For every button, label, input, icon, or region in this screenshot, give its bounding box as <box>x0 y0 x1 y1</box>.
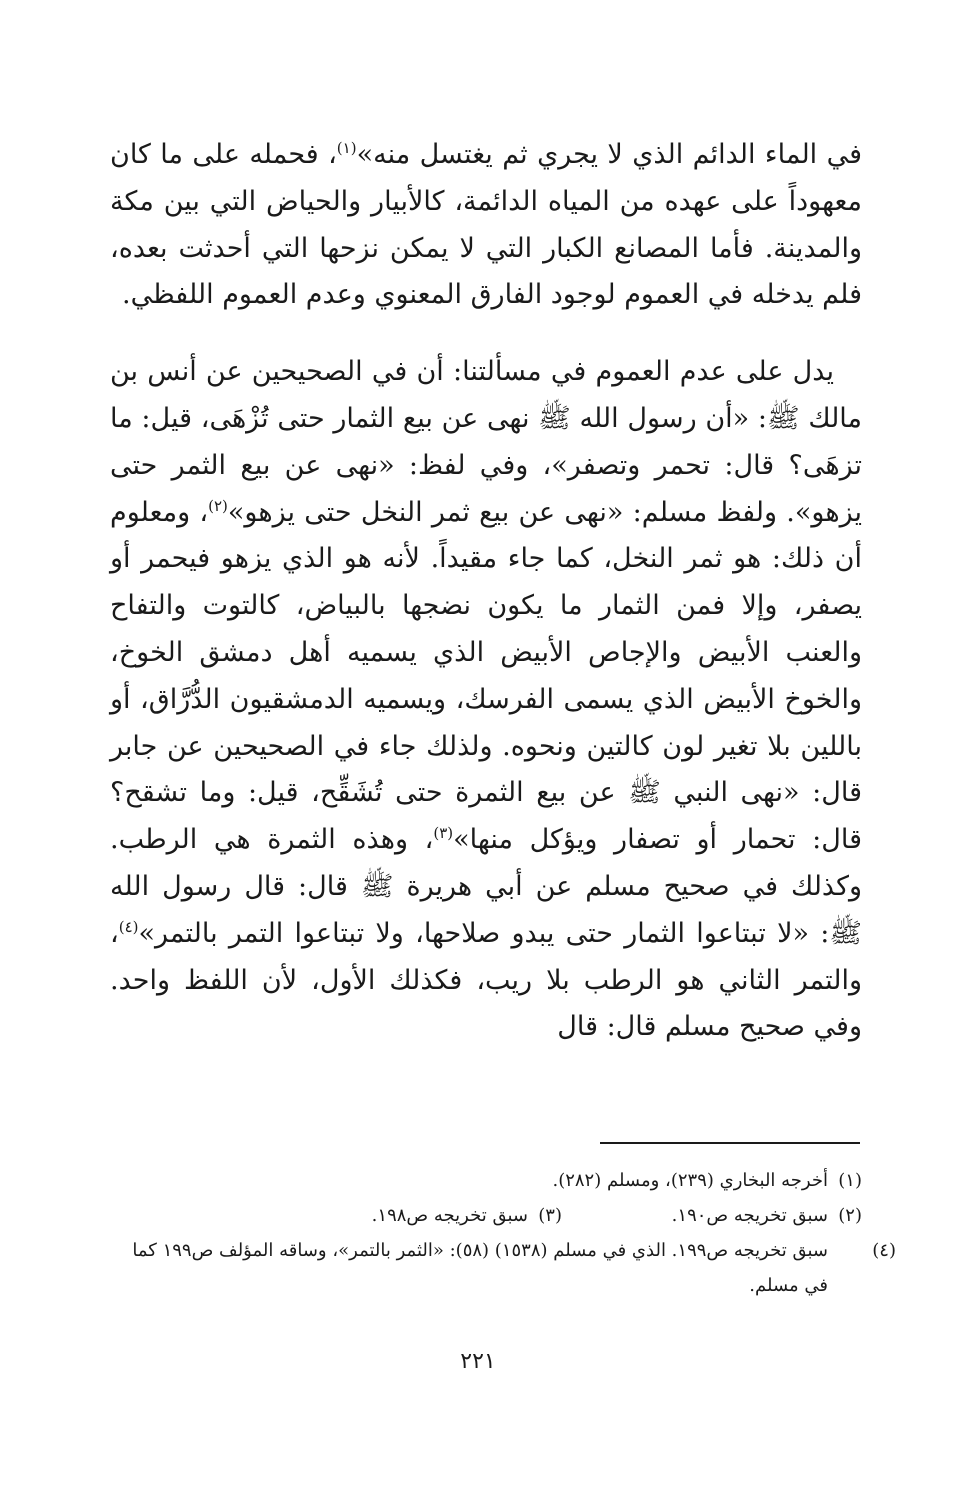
footnote-2 <box>562 1198 862 1233</box>
footnote-1-text: أخرجه البخاري (٢٣٩)، ومسلم (٢٨٢). <box>552 1170 828 1191</box>
footnote-1-number: (١) <box>838 1170 862 1191</box>
paragraph-1-part-b: ، فحمله على ما كان معهوداً على عهده من المياه الدائمة، كالأبيار والحياض التي بين مكة والمدينة. فأما المصانع الكبار التي لا يمكن نزحها التي أحدثت بعده، فلم يدخله في العموم لوجود الفارق المعنوي وعدم العموم اللفظي. <box>110 139 862 311</box>
footnote-4 <box>110 1233 896 1303</box>
footnote-4-number: (٤) <box>872 1240 896 1261</box>
footnotes <box>110 1163 896 1303</box>
footnote-row-2-3 <box>110 1198 862 1233</box>
footnote-3-text: سبق تخريجه ص١٩٨. <box>371 1205 528 1226</box>
footnote-2-text: سبق تخريجه ص١٩٠. <box>671 1205 828 1226</box>
footnote-2-number: (٢) <box>838 1205 862 1226</box>
paragraph-2-part-d: ، والتمر الثاني هو الرطب بلا ريب، فكذلك الأول، لأن اللفظ واحد. وفي صحيح مسلم قال: قال <box>110 917 862 1043</box>
paragraph-2 <box>110 349 862 1051</box>
footnote-3-number: (٣) <box>538 1205 562 1226</box>
footnote-4-text: سبق تخريجه ص١٩٩. الذي في مسلم (١٥٣٨) (٥٨): «الثمر بالتمر»، وساقه المؤلف ص١٩٩ كما في مسلم. <box>132 1240 828 1296</box>
footnote-ref-2: (٢) <box>208 496 228 515</box>
paragraph-2-part-c: ، وهذه الثمرة هي الرطب. وكذلك في صحيح مسلم عن أبي هريرة ﷺ قال: قال رسول الله ﷺ: «لا تبتاعوا الثمار حتى يبدو صلاحها، ولا تبتاعوا التمر بالتمر» <box>110 824 862 949</box>
paragraph-2-part-b: ، ومعلوم أن ذلك: هو ثمر النخل، كما جاء مقيداً. لأنه هو الذي يزهو فيحمر أو يصفر، وإلا فمن الثمار ما يكون نضجها بالبياض، كالتوت والتفاح والعنب الأبيض والإجاص الأبيض الذي يسميه أهل دمشق الخوخ، والخوخ الأبيض الذي يسمى الفرسك، ويسميه الدمشقيون الدُّرَّاق، أو باللين بلا تغير لون كالتين ونحوه. ولذلك جاء في الصحيحين عن جابر قال: «نهى النبي ﷺ عن بيع الثمرة حتى تُشَقِّح، قيل: وما تشقح؟ قال: تحمار أو تصفار ويؤكل منها» <box>110 496 863 856</box>
paragraph-1 <box>110 132 862 319</box>
footnote-separator <box>600 1142 860 1144</box>
footnote-ref-1: (١) <box>336 139 357 157</box>
paragraph-1-part-a: في الماء الدائم الذي لا يجري ثم يغتسل منه» <box>356 139 862 170</box>
main-text <box>110 132 862 1051</box>
page-number: ٢٢١ <box>460 1349 496 1374</box>
footnote-ref-3: (٣) <box>433 824 454 843</box>
footnote-1 <box>110 1163 862 1198</box>
paragraph-2-part-a: يدل على عدم العموم في مسألتنا: أن في الصحيحين عن أنس بن مالك ﷺ: «أن رسول الله ﷺ نهى عن بيع الثمار حتى تُزْهَى، قيل: ما تزهَى؟ قال: تحمر وتصفر»، وفي لفظ: «نهى عن بيع الثمر حتى يزهو». ولفظ مسلم: «نهى عن بيع ثمر النخل حتى يزهو» <box>110 356 862 528</box>
footnote-3 <box>262 1198 562 1233</box>
footnote-ref-4: (٤) <box>118 917 139 936</box>
